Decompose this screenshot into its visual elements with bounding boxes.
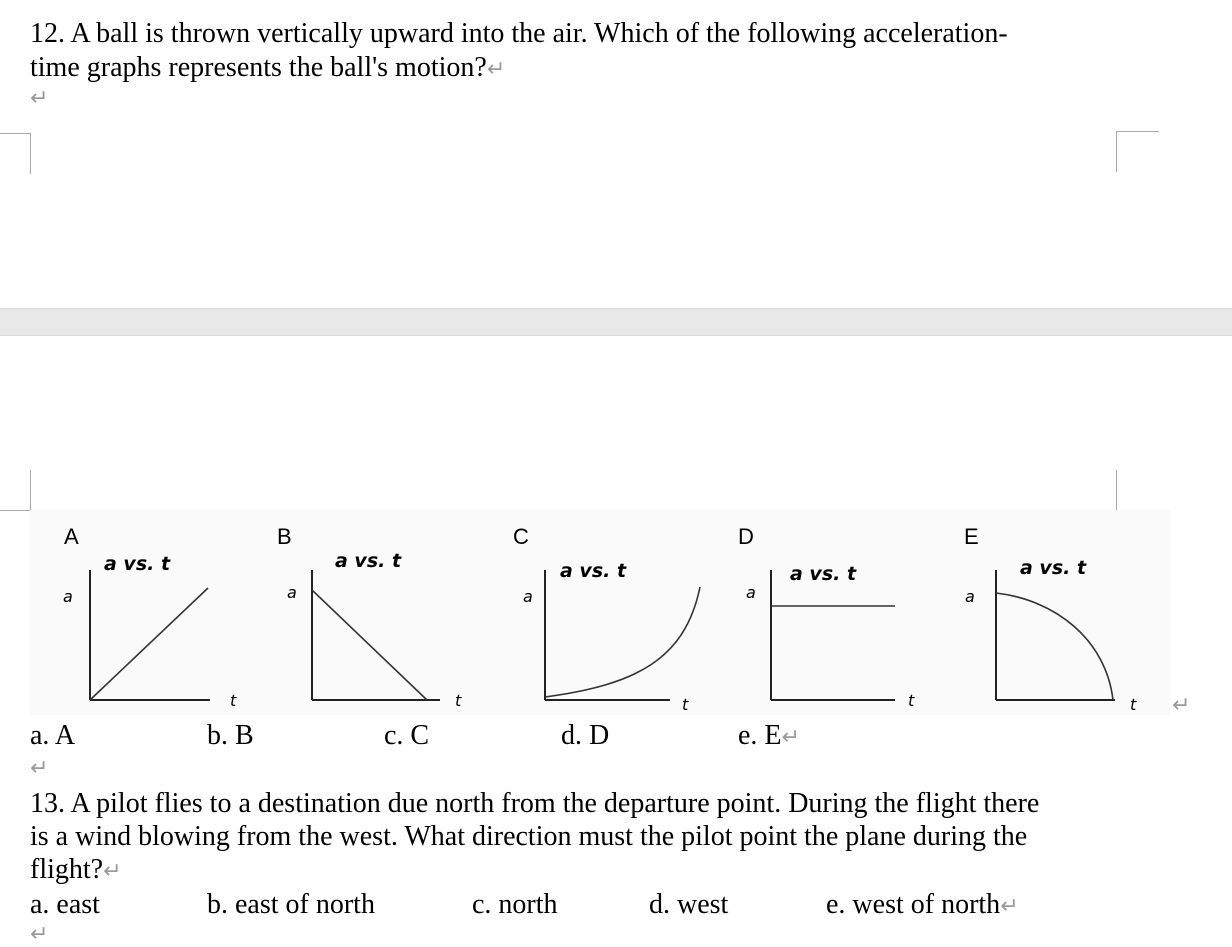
answer-12-e: e. E↵ — [738, 720, 800, 751]
page-1 — [0, 0, 1232, 308]
paragraph-mark-icon: ↵ — [30, 756, 49, 781]
y-axis-label: a — [287, 583, 297, 602]
paragraph-mark-icon: ↵ — [1172, 693, 1191, 718]
page-corner-marker — [0, 470, 31, 511]
page-corner-marker — [0, 133, 31, 174]
x-axis-label: t — [908, 691, 915, 710]
answer-12-d: d. D — [561, 720, 610, 751]
x-axis-label: t — [455, 691, 462, 710]
graph-curve — [312, 590, 427, 700]
answer-13-a: a. east — [30, 889, 100, 920]
graph-title: a vs. t — [1020, 557, 1087, 579]
graph-letter: E — [964, 524, 979, 549]
graph-letter: D — [738, 524, 754, 549]
y-axis-label: a — [746, 583, 756, 602]
question-13-line-1: 13. A pilot flies to a destination due north from the departure point. During the flight there — [30, 788, 1040, 819]
question-12-line-1: 12. A ball is thrown vertically upward into the air. Which of the following acceleration- — [30, 18, 1008, 49]
answer-13-b: b. east of north — [207, 889, 375, 920]
answer-13-d: d. west — [649, 889, 729, 920]
paragraph-mark-icon: ↵ — [103, 859, 122, 884]
paragraph-mark-icon: ↵ — [486, 57, 506, 82]
graph-title: a vs. t — [104, 553, 171, 575]
page-separator — [0, 308, 1232, 336]
page-corner-marker — [1116, 470, 1159, 511]
graph-curve — [996, 593, 1113, 700]
y-axis-label: a — [523, 587, 533, 606]
y-axis-label: a — [965, 587, 975, 606]
answer-12-a: a. A — [30, 720, 76, 751]
answer-12-c: c. C — [384, 720, 430, 751]
answer-13-c: c. north — [472, 889, 558, 920]
graph-letter: B — [277, 524, 292, 549]
paragraph-mark-icon: ↵ — [30, 922, 49, 947]
y-axis-label: a — [63, 587, 73, 606]
graph-title: a vs. t — [790, 563, 857, 585]
answer-12-b: b. B — [207, 720, 254, 751]
answer-13-e: e. west of north↵ — [826, 889, 1019, 920]
graph-title: a vs. t — [560, 560, 627, 582]
question-13-line-2: is a wind blowing from the west. What direction must the pilot point the plane during the — [30, 821, 1028, 852]
x-axis-label: t — [682, 695, 689, 714]
graph-letter: C — [513, 524, 529, 549]
graph-title: a vs. t — [335, 550, 402, 572]
graphs-figure — [30, 510, 1170, 715]
graph-letter: A — [64, 524, 79, 549]
graph-curve — [545, 587, 700, 697]
x-axis-label: t — [230, 691, 237, 710]
question-13-line-3: flight?↵ — [30, 854, 122, 885]
graph-curve — [90, 588, 208, 700]
x-axis-label: t — [1130, 695, 1137, 714]
acceleration-time-graphs — [30, 510, 1170, 715]
question-12-line-2: time graphs represents the ball's motion?↵ — [30, 52, 506, 83]
paragraph-mark-icon: ↵ — [30, 86, 49, 111]
paragraph-mark-icon: ↵ — [1000, 894, 1019, 919]
paragraph-mark-icon: ↵ — [781, 725, 800, 750]
page-corner-marker — [1116, 131, 1159, 172]
